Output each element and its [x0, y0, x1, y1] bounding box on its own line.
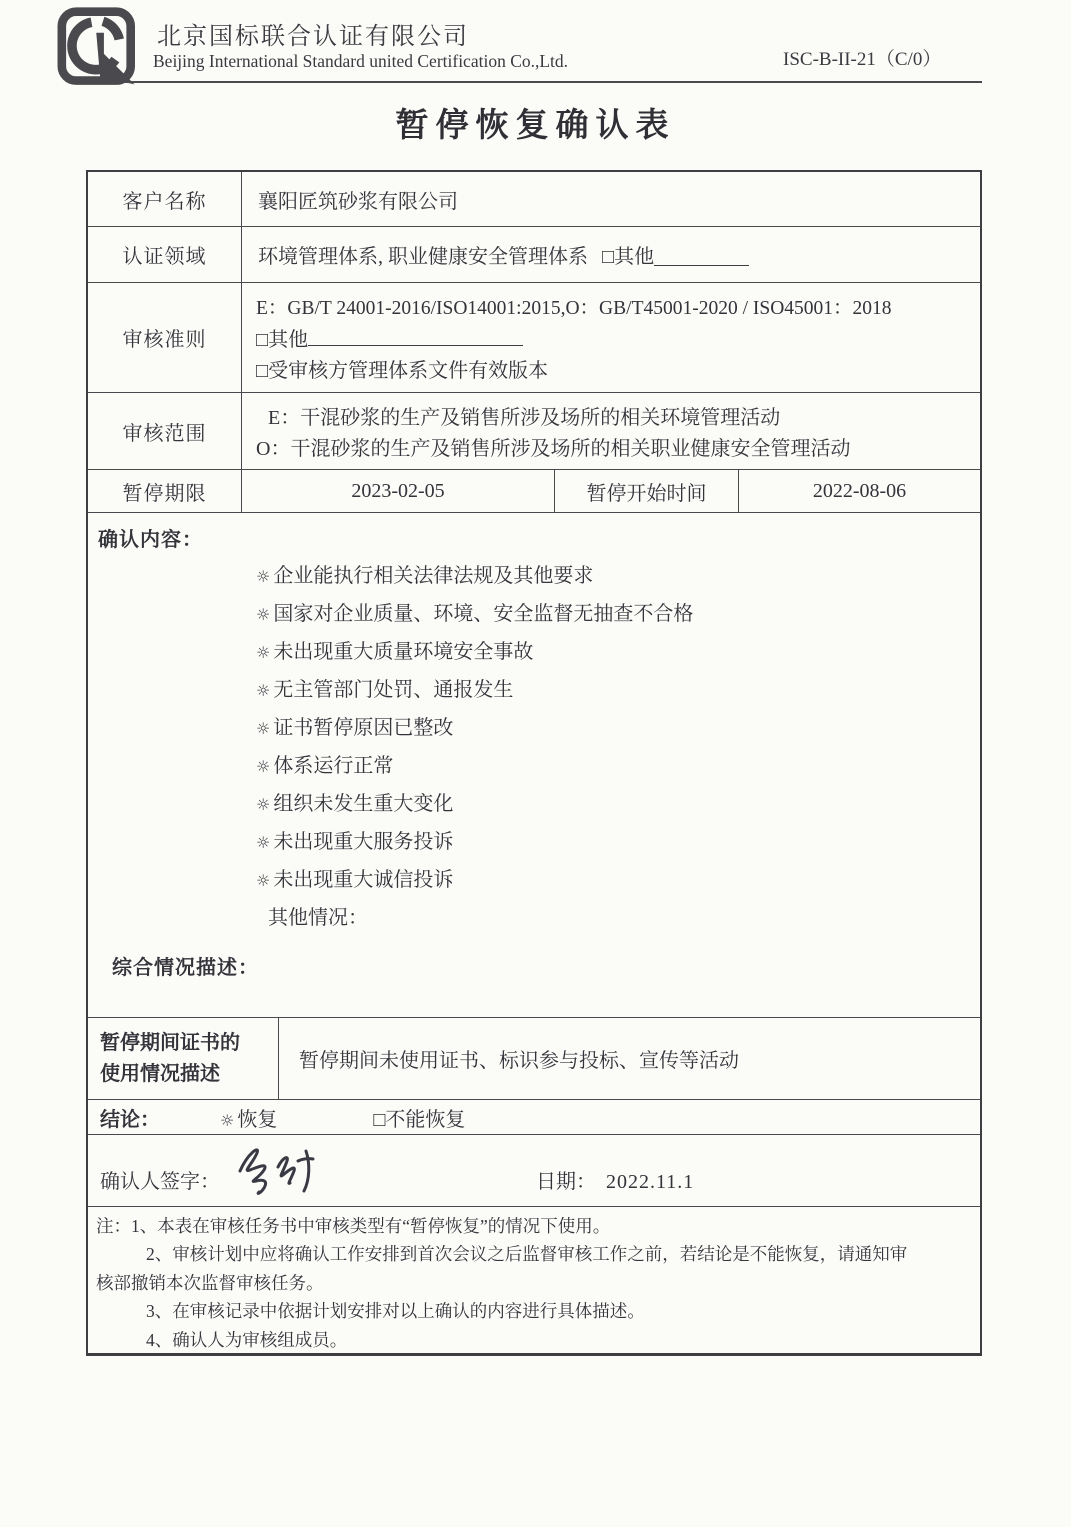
note-line: 3、在审核记录中依据计划安排对以上确认的内容进行具体描述。 — [146, 1301, 645, 1322]
audit-criteria-label: 审核准则 — [88, 283, 242, 392]
confirmation-item — [256, 671, 968, 709]
confirmation-item — [256, 747, 968, 785]
certification-field-row — [88, 227, 980, 283]
usage-label-line1: 暂停期间证书的 — [100, 1031, 240, 1054]
field-other-blank-line — [654, 244, 749, 266]
gear-bullet-icon: ☼ — [256, 795, 271, 814]
note-line: 4、确认人为审核组成员。 — [146, 1329, 348, 1350]
signature-row — [88, 1135, 980, 1207]
confirmation-item-text: 组织未发生重大变化 — [273, 793, 454, 815]
scope-o-line: O：干混砂浆的生产及销售所涉及场所的相关职业健康安全管理活动 — [256, 438, 851, 460]
conclusion-not-recover-option: □不能恢复 — [373, 1108, 466, 1131]
handwritten-signature — [226, 1137, 336, 1203]
gear-bullet-icon: ☼ — [256, 719, 271, 738]
suspension-start-value: 2022-08-06 — [812, 479, 907, 502]
client-name-row — [88, 172, 980, 227]
gear-bullet-icon: ☼ — [220, 1110, 235, 1130]
confirmation-item-text: 未出现重大诚信投诉 — [273, 869, 454, 891]
criteria-other-blank-line — [308, 324, 523, 346]
company-name-en: Beijing International Standard united Certification Co.,Ltd. — [153, 51, 569, 71]
certification-field-label: 认证领域 — [88, 227, 242, 282]
conclusion-recover-option — [220, 1103, 277, 1132]
suspension-period-row — [88, 470, 980, 513]
criteria-other-checkbox: □其他 — [256, 328, 309, 351]
summary-description-label: 综合情况描述： — [112, 957, 259, 979]
certificate-usage-label — [88, 1018, 279, 1099]
gear-bullet-icon: ☼ — [256, 833, 271, 852]
confirmation-item — [256, 633, 968, 671]
suspension-start-label: 暂停开始时间 — [555, 470, 739, 512]
audit-scope-row — [88, 393, 980, 470]
gear-bullet-icon: ☼ — [256, 605, 271, 624]
criteria-docs-checkbox-line: □受审核方管理体系文件有效版本 — [256, 360, 549, 383]
confirmation-item-text: 无主管部门处罚、通报发生 — [273, 679, 514, 701]
other-situation-label: 其他情况： — [268, 907, 368, 929]
company-name-cn: 北京国标联合认证有限公司 — [157, 24, 469, 50]
audit-scope-value — [242, 393, 980, 469]
gear-bullet-icon: ☼ — [256, 643, 271, 662]
confirmation-item — [256, 709, 968, 747]
date-label: 日期： — [536, 1171, 596, 1193]
confirmation-item — [256, 557, 968, 595]
confirmation-item-text: 国家对企业质量、环境、安全监督无抽查不合格 — [273, 603, 694, 625]
scope-e-line: E：干混砂浆的生产及销售所涉及场所的相关环境管理活动 — [268, 407, 781, 429]
criteria-standards-text: E：GB/T 24001-2016/ISO14001:2015,O：GB/T45001-2020 / ISO45001：2018 — [256, 297, 892, 319]
header-divider — [99, 81, 982, 83]
confirmation-item-text: 未出现重大质量环境安全事故 — [273, 641, 534, 663]
confirmation-item — [256, 595, 968, 633]
form-table — [86, 170, 982, 1356]
confirmation-item-text: 企业能执行相关法律法规及其他要求 — [273, 565, 594, 587]
certification-field-value — [242, 227, 980, 282]
audit-criteria-row — [88, 283, 980, 393]
audit-criteria-value — [242, 283, 980, 392]
field-systems-text: 环境管理体系, 职业健康安全管理体系 — [258, 246, 588, 268]
confirmation-content-cell — [88, 513, 980, 1018]
recover-option-text: 恢复 — [237, 1108, 278, 1131]
confirmation-item — [256, 823, 968, 861]
gear-bullet-icon: ☼ — [256, 681, 271, 700]
conclusion-label: 结论： — [100, 1108, 160, 1131]
gear-bullet-icon: ☼ — [256, 757, 271, 776]
audit-scope-label: 审核范围 — [88, 393, 242, 469]
field-other-checkbox: □其他 — [602, 246, 655, 268]
suspension-deadline-value: 2023-02-05 — [242, 470, 555, 512]
conclusion-row — [88, 1100, 980, 1135]
confirmation-item — [256, 861, 968, 899]
note-line: 2、审核计划中应将确认工作安排到首次会议之后监督审核工作之前，若结论是不能恢复，请通知审 — [146, 1244, 908, 1265]
page-title: 暂停恢复确认表 — [395, 108, 676, 144]
certificate-usage-value: 暂停期间未使用证书、标识参与投标、宣传等活动 — [299, 1050, 739, 1072]
confirmation-content-label: 确认内容： — [98, 529, 203, 551]
note-line: 注：1、本表在审核任务书中审核类型有“暂停恢复”的情况下使用。 — [96, 1216, 611, 1236]
confirmer-signature-label: 确认人签字： — [100, 1171, 220, 1193]
confirmation-item-text: 未出现重大服务投诉 — [273, 831, 454, 853]
confirmation-item-text: 体系运行正常 — [273, 755, 394, 777]
confirmation-list — [256, 557, 968, 899]
confirmation-item-text: 证书暂停原因已整改 — [273, 717, 454, 739]
confirmation-item — [256, 785, 968, 823]
client-name-label: 客户名称 — [88, 172, 242, 226]
gear-bullet-icon: ☼ — [256, 567, 271, 586]
criteria-other-line — [256, 323, 523, 352]
usage-label-line2: 使用情况描述 — [100, 1062, 220, 1085]
suspension-deadline-label: 暂停期限 — [88, 470, 242, 512]
certificate-usage-row — [88, 1018, 980, 1100]
date-value: 2022.11.1 — [606, 1171, 695, 1193]
note-line: 核部撤销本次监督审核任务。 — [96, 1272, 324, 1293]
client-name-value: 襄阳匠筑砂浆有限公司 — [258, 190, 458, 213]
document-code: ISC-B-II-21（C/0） — [783, 49, 942, 70]
gear-bullet-icon: ☼ — [256, 871, 271, 890]
notes-section — [88, 1207, 980, 1353]
